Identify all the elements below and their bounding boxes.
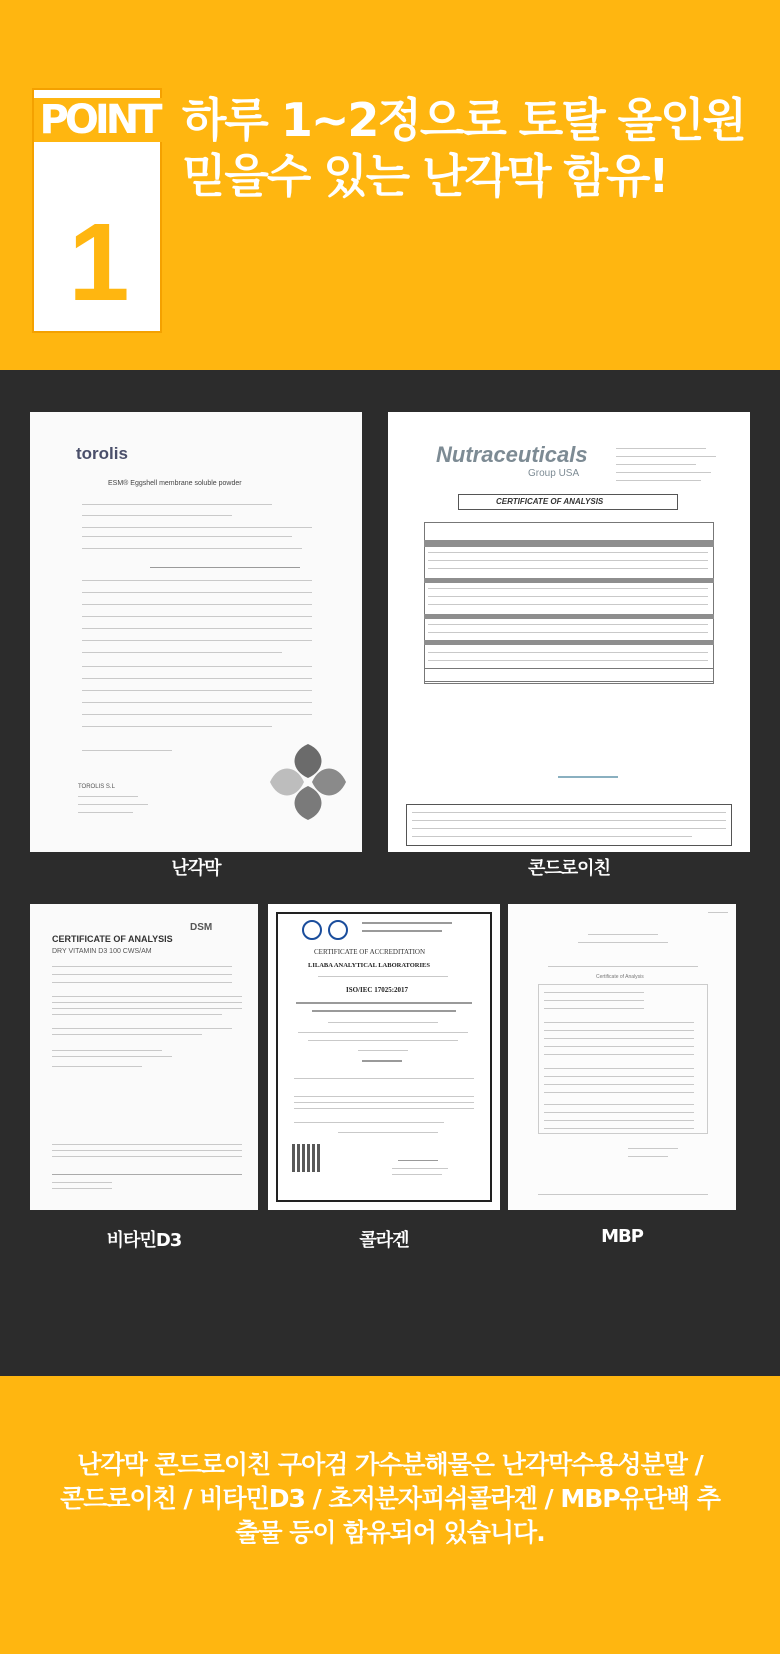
certificates-section [0,370,780,1376]
brand-sub: Group USA [528,468,580,479]
certificate-chondroitin [388,412,750,852]
badge-number: 1 [68,201,130,324]
torolis-emblem-icon [268,742,348,822]
description-line-1: 난각막 콘드로이친 구아검 가수분해물은 난각막수용성분말 / [77,1450,703,1479]
caption-chondroitin: 콘드로이친 [528,858,610,879]
doc-title: CERTIFICATE OF ACCREDITATION [314,948,426,956]
ingredients-description [20,1448,760,1550]
doc-subtitle: DRY VITAMIN D3 100 CWS/AM [52,948,152,955]
caption-collagen: 콜라겐 [359,1230,409,1251]
doc-title: Certificate of Analysis [596,974,644,980]
certificate-mbp [508,904,736,1210]
caption-vitamin-d3: 비타민D3 [106,1230,182,1251]
brand-logo: torolis [76,444,128,463]
doc-title: CERTIFICATE OF ANALYSIS [52,934,173,944]
brand-logo: Nutraceuticals [436,442,588,467]
description-line-2: 콘드로이친 / 비타민D3 / 초저분자피쉬콜라겐 / MBP유단백 추 [60,1484,720,1513]
certificate-vitamin-d3 [30,904,258,1210]
org-name: LILABA ANALYTICAL LABORATORIES [308,962,430,969]
headline [182,92,762,204]
description-line-3: 출물 등이 함유되어 있습니다. [235,1518,545,1547]
point-badge [32,88,162,333]
certificate-eggshell [30,412,362,852]
doc-title: ESM® Eggshell membrane soluble powder [108,480,242,487]
top-banner [0,0,780,370]
qr-code-icon [292,1144,320,1172]
headline-line-1: 하루 1~2정으로 토탈 올인원 [182,93,745,147]
bottom-banner [0,1376,780,1654]
certificate-collagen [268,904,500,1210]
doc-footer: TOROLIS S.L [78,784,115,790]
brand-logo: DSM [190,922,213,933]
doc-title: CERTIFICATE OF ANALYSIS [496,497,604,506]
caption-eggshell: 난각막 [171,858,221,879]
caption-mbp: MBP [601,1226,643,1247]
headline-line-2: 믿을수 있는 난각막 함유! [182,149,668,203]
iso-standard: ISO/IEC 17025:2017 [346,986,409,994]
nabl-logo-icon [302,920,352,940]
badge-word: POINT [34,98,164,142]
